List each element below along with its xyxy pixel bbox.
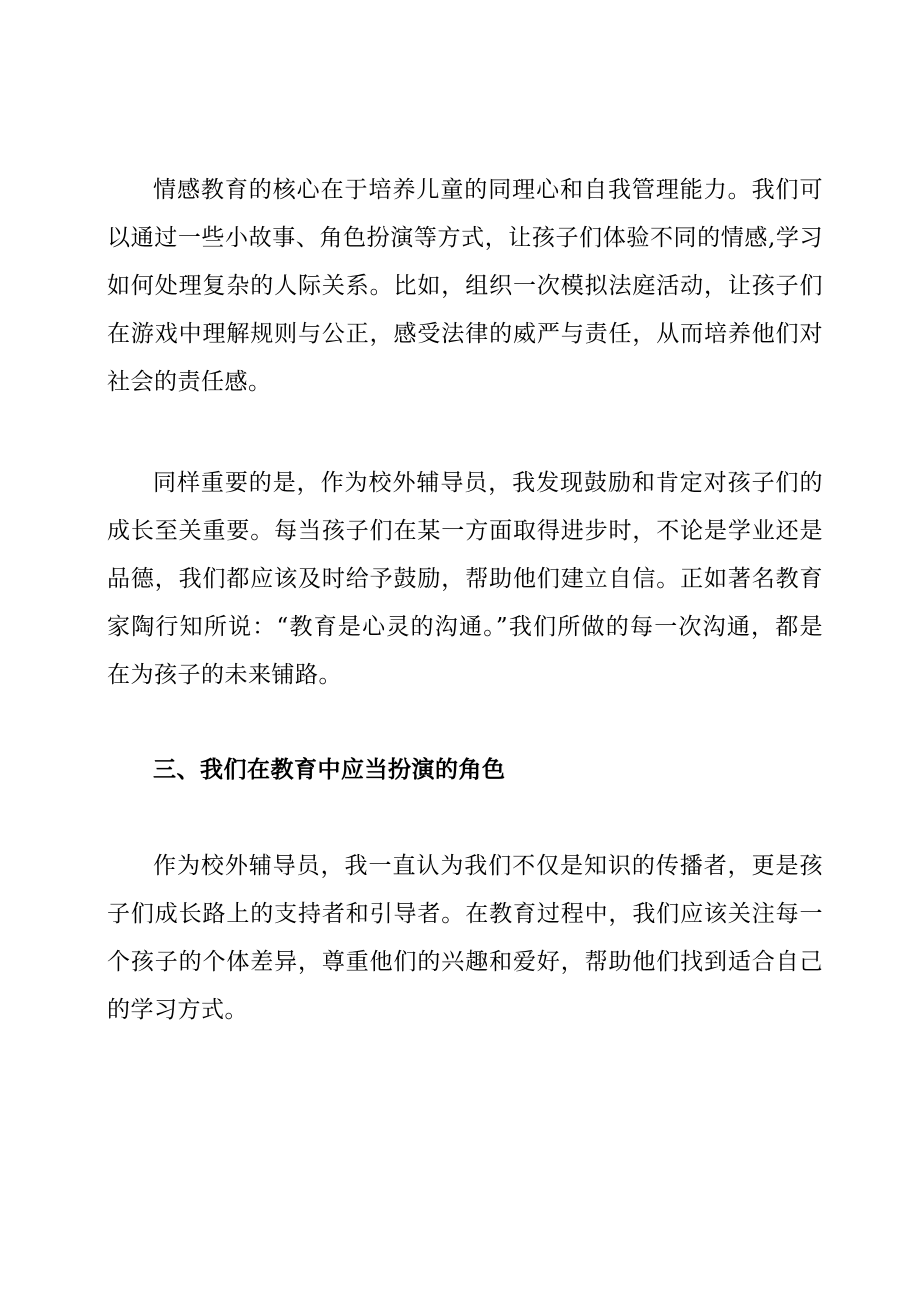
paragraph-emotional-education: 情感教育的核心在于培养儿童的同理心和自我管理能力。我们可以通过一些小故事、角色扮演等方式，让孩子们体验不同的情感,学习如何处理复杂的人际关系。比如，组织一次模拟法庭活动，让孩子们在游戏中理解规则与公正，感受法律的威严与责任，从而培养他们对社会的责任感。 [107,177,823,395]
section-heading: 三、我们在教育中应当扮演的角色 [153,756,506,783]
paragraph-encouragement: 同样重要的是，作为校外辅导员，我发现鼓励和肯定对孩子们的成长至关重要。每当孩子们在某一方面取得进步时，不论是学业还是品德，我们都应该及时给予鼓励，帮助他们建立自信。正如著名教育家陶行知所说：“教育是心灵的沟通。”我们所做的每一次沟通，都是在为孩子的未来铺路。 [107,470,823,688]
paragraph-our-role: 作为校外辅导员，我一直认为我们不仅是知识的传播者，更是孩子们成长路上的支持者和引导者。在教育过程中，我们应该关注每一个孩子的个体差异，尊重他们的兴趣和爱好，帮助他们找到适合自己的学习方式。 [107,853,823,1023]
